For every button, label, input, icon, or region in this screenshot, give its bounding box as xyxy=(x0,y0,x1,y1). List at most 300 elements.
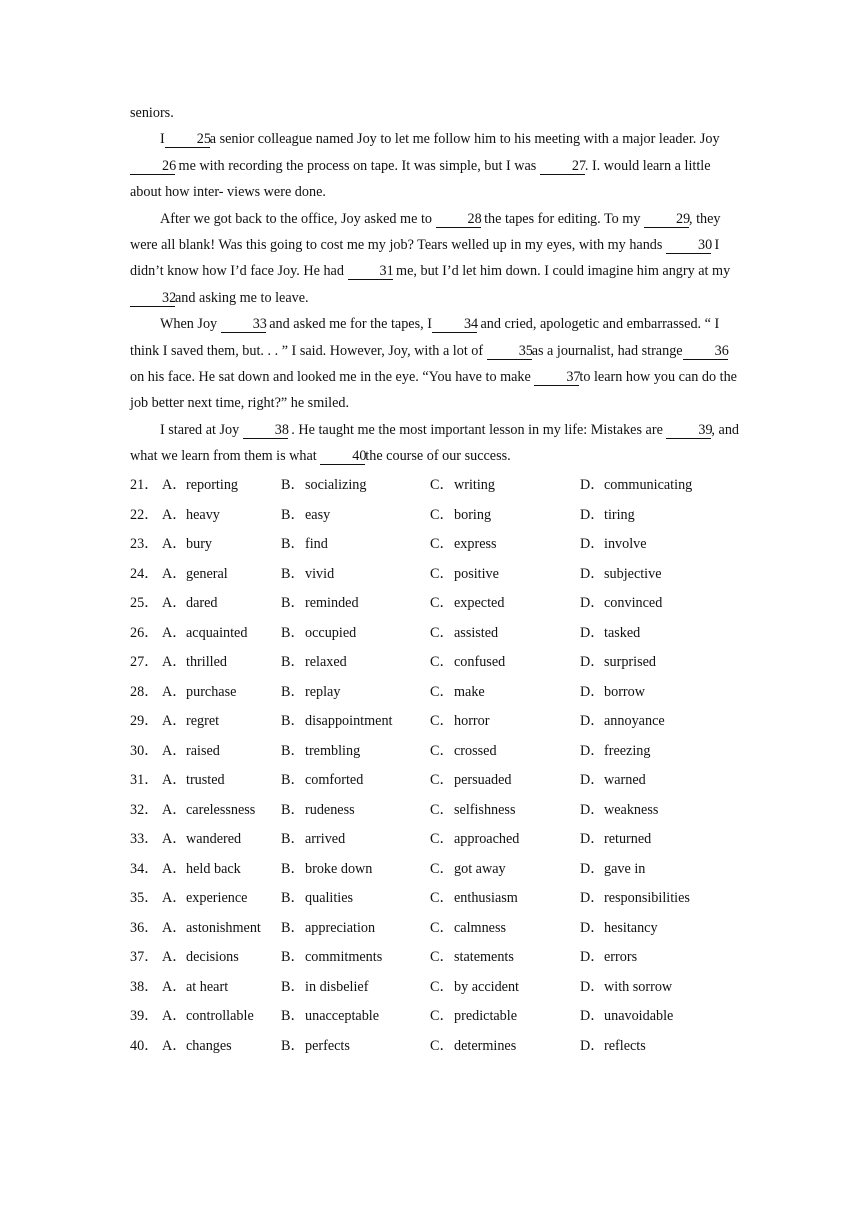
option-c xyxy=(430,560,499,590)
option-text: convinced xyxy=(604,595,663,611)
option-text: freezing xyxy=(604,742,651,759)
question-number: 23． xyxy=(130,536,159,552)
option-letter: D． xyxy=(580,624,605,641)
option-letter: C． xyxy=(430,683,454,700)
option-b xyxy=(281,471,366,501)
question-number: 22． xyxy=(130,506,159,523)
option-letter: A． xyxy=(162,713,187,729)
question-row xyxy=(130,560,750,590)
option-c xyxy=(430,471,495,501)
question-number: 39． xyxy=(130,1008,159,1024)
option-d xyxy=(580,737,650,767)
option-letter: A． xyxy=(162,801,187,818)
question-number: 26． xyxy=(130,624,159,641)
passage-text: . I. would learn a little about how inter- views were done. xyxy=(130,157,711,201)
option-text: returned xyxy=(604,831,652,847)
option-letter: B． xyxy=(281,624,305,641)
passage-text: and asking me to leave. xyxy=(175,289,309,306)
option-letter: A． xyxy=(162,772,187,788)
option-a xyxy=(162,1032,232,1062)
option-d xyxy=(580,1002,673,1032)
blank-30: 30 xyxy=(666,237,711,254)
option-letter: B． xyxy=(281,978,305,995)
option-a xyxy=(162,501,220,531)
option-text: commitments xyxy=(305,949,383,965)
option-text: confused xyxy=(454,654,506,670)
question-row xyxy=(130,1002,750,1032)
option-c xyxy=(430,707,489,737)
blank-40: 40 xyxy=(320,448,365,465)
option-b xyxy=(281,619,356,649)
option-text: dared xyxy=(186,595,218,611)
option-letter: C． xyxy=(430,506,454,523)
option-letter: D． xyxy=(580,890,605,906)
option-letter: A． xyxy=(162,536,187,552)
option-a xyxy=(162,471,238,501)
option-a xyxy=(162,914,261,944)
option-text: responsibilities xyxy=(604,890,690,906)
option-text: tasked xyxy=(604,624,641,641)
option-letter: D． xyxy=(580,831,605,847)
option-text: got away xyxy=(454,860,506,877)
option-c xyxy=(430,766,512,796)
question-number: 40． xyxy=(130,1037,159,1054)
option-text: decisions xyxy=(186,949,239,965)
question-row xyxy=(130,589,750,619)
option-c xyxy=(430,501,491,531)
option-letter: C． xyxy=(430,595,454,611)
option-text: astonishment xyxy=(186,919,261,936)
option-text: warned xyxy=(604,772,646,788)
option-text: easy xyxy=(305,506,331,523)
option-text: trembling xyxy=(305,742,361,759)
option-b xyxy=(281,943,382,973)
option-c xyxy=(430,1032,516,1062)
question-number: 31． xyxy=(130,772,159,788)
option-letter: B． xyxy=(281,565,305,582)
option-text: wandered xyxy=(186,831,242,847)
option-letter: A． xyxy=(162,978,187,995)
option-letter: B． xyxy=(281,536,305,552)
option-c xyxy=(430,648,505,678)
option-text: by accident xyxy=(454,978,519,995)
option-letter: A． xyxy=(162,654,187,670)
option-letter: C． xyxy=(430,978,454,995)
option-letter: A． xyxy=(162,477,187,493)
question-row xyxy=(130,855,750,885)
option-d xyxy=(580,1032,646,1062)
option-letter: B． xyxy=(281,801,305,818)
option-b xyxy=(281,884,353,914)
option-letter: D． xyxy=(580,919,605,936)
option-letter: D． xyxy=(580,654,605,670)
option-text: approached xyxy=(454,831,520,847)
option-text: raised xyxy=(186,742,220,759)
option-letter: C． xyxy=(430,949,454,965)
option-d xyxy=(580,530,647,560)
option-letter: A． xyxy=(162,595,187,611)
option-text: perfects xyxy=(305,1037,350,1054)
option-c xyxy=(430,678,485,708)
question-number: 33． xyxy=(130,831,159,847)
option-text: writing xyxy=(454,477,495,493)
question-row xyxy=(130,825,750,855)
option-letter: D． xyxy=(580,1008,605,1024)
question-number: 29． xyxy=(130,713,159,729)
option-letter: C． xyxy=(430,801,454,818)
option-c xyxy=(430,825,519,855)
cloze-passage xyxy=(130,100,740,470)
option-c xyxy=(430,943,514,973)
question-row xyxy=(130,914,750,944)
question-number: 24． xyxy=(130,565,159,582)
question-number: 30． xyxy=(130,742,159,759)
option-b xyxy=(281,1002,379,1032)
blank-25: 25 xyxy=(165,131,210,148)
question-row xyxy=(130,943,750,973)
option-text: positive xyxy=(454,565,499,582)
passage-text: me with recording the process on tape. It was simple, but I was xyxy=(175,157,540,174)
passage-text: When Joy xyxy=(160,316,221,333)
passage-text: . He taught me the most important lesson in my life: Mistakes are xyxy=(287,421,667,438)
option-a xyxy=(162,766,225,796)
option-text: determines xyxy=(454,1037,517,1054)
option-text: controllable xyxy=(186,1008,254,1024)
passage-text: as a journalist, had strange xyxy=(531,342,683,359)
passage-paragraph-4 xyxy=(130,417,740,470)
option-b xyxy=(281,1032,350,1062)
question-row xyxy=(130,707,750,737)
option-letter: D． xyxy=(580,978,605,995)
option-text: involve xyxy=(604,536,647,552)
option-letter: A． xyxy=(162,919,187,936)
option-a xyxy=(162,560,228,590)
option-b xyxy=(281,796,355,826)
option-letter: A． xyxy=(162,742,187,759)
option-text: weakness xyxy=(604,801,659,818)
option-letter: B． xyxy=(281,831,305,847)
option-letter: C． xyxy=(430,919,454,936)
option-letter: A． xyxy=(162,1037,187,1054)
question-number: 21． xyxy=(130,477,159,493)
option-b xyxy=(281,707,392,737)
question-number: 36． xyxy=(130,919,159,936)
blank-36: 36 xyxy=(683,343,728,360)
option-text: rudeness xyxy=(305,801,355,818)
option-letter: B． xyxy=(281,713,305,729)
option-c xyxy=(430,530,497,560)
option-a xyxy=(162,943,239,973)
option-text: purchase xyxy=(186,683,237,700)
option-b xyxy=(281,766,363,796)
option-letter: A． xyxy=(162,565,187,582)
option-letter: A． xyxy=(162,1008,187,1024)
option-letter: C． xyxy=(430,624,454,641)
option-a xyxy=(162,648,227,678)
question-row xyxy=(130,501,750,531)
option-letter: D． xyxy=(580,949,605,965)
option-text: thrilled xyxy=(186,654,227,670)
option-text: socializing xyxy=(305,477,367,493)
question-number: 32． xyxy=(130,801,159,818)
option-d xyxy=(580,943,637,973)
option-text: disappointment xyxy=(305,713,393,729)
option-b xyxy=(281,825,345,855)
passage-text: to learn how you can do the job better next time, right?” he smiled. xyxy=(130,369,737,412)
option-c xyxy=(430,796,515,826)
option-c xyxy=(430,855,506,885)
option-b xyxy=(281,501,330,531)
option-text: errors xyxy=(604,949,638,965)
option-d xyxy=(580,560,662,590)
passage-text: After we got back to the office, Joy asked me to xyxy=(160,210,436,227)
option-text: selfishness xyxy=(454,801,516,818)
option-text: appreciation xyxy=(305,919,376,936)
option-text: reminded xyxy=(305,595,359,611)
option-text: reflects xyxy=(604,1037,646,1054)
option-a xyxy=(162,619,247,649)
option-letter: B． xyxy=(281,683,305,700)
option-text: unacceptable xyxy=(305,1008,380,1024)
option-text: predictable xyxy=(454,1008,518,1024)
option-text: unavoidable xyxy=(604,1008,674,1024)
option-text: broke down xyxy=(305,860,373,877)
option-letter: D． xyxy=(580,536,605,552)
option-letter: D． xyxy=(580,595,605,611)
option-letter: C． xyxy=(430,565,454,582)
option-text: qualities xyxy=(305,890,354,906)
option-b xyxy=(281,914,375,944)
option-c xyxy=(430,1002,517,1032)
blank-26: 26 xyxy=(130,158,175,175)
passage-text: a senior colleague named Joy to let me follow him to his meeting with a major leader. Joy xyxy=(209,131,720,148)
option-text: make xyxy=(454,683,485,700)
option-letter: D． xyxy=(580,772,605,788)
option-text: tiring xyxy=(604,506,635,523)
option-text: statements xyxy=(454,949,514,965)
option-text: hesitancy xyxy=(604,919,658,936)
option-text: carelessness xyxy=(186,801,256,818)
option-text: subjective xyxy=(604,565,662,582)
option-letter: A． xyxy=(162,624,187,641)
option-text: borrow xyxy=(604,683,645,700)
option-b xyxy=(281,589,359,619)
option-b xyxy=(281,560,334,590)
option-b xyxy=(281,648,347,678)
passage-text: I stared at Joy xyxy=(160,421,243,438)
question-number: 25． xyxy=(130,595,159,611)
option-text: persuaded xyxy=(454,772,512,788)
option-text: communicating xyxy=(604,477,693,493)
option-letter: B． xyxy=(281,949,305,965)
option-d xyxy=(580,619,640,649)
option-letter: C． xyxy=(430,654,454,670)
option-c xyxy=(430,884,518,914)
option-text: experience xyxy=(186,890,248,906)
option-d xyxy=(580,766,646,796)
option-text: changes xyxy=(186,1037,232,1054)
blank-32: 32 xyxy=(130,290,175,307)
question-row xyxy=(130,619,750,649)
blank-31: 31 xyxy=(348,263,393,280)
option-a xyxy=(162,678,236,708)
option-c xyxy=(430,973,519,1003)
option-text: calmness xyxy=(454,919,507,936)
option-letter: B． xyxy=(281,860,305,877)
option-c xyxy=(430,914,506,944)
option-letter: D． xyxy=(580,1037,605,1054)
option-text: boring xyxy=(454,506,492,523)
option-c xyxy=(430,737,497,767)
option-text: acquainted xyxy=(186,624,248,641)
option-letter: A． xyxy=(162,683,187,700)
option-a xyxy=(162,530,212,560)
option-letter: A． xyxy=(162,949,187,965)
option-text: trusted xyxy=(186,772,225,788)
passage-text: and cried, apologetic and embarrassed. “ I think I saved them, but. . . ” I said. However, Joy, with a lot of xyxy=(130,316,720,359)
option-b xyxy=(281,855,372,885)
option-text: arrived xyxy=(305,831,346,847)
option-text: with sorrow xyxy=(604,978,673,995)
option-a xyxy=(162,796,255,826)
option-letter: A． xyxy=(162,831,187,847)
option-a xyxy=(162,884,247,914)
passage-text: me, but I’d let him down. I could imagine him angry at my xyxy=(392,263,731,280)
passage-text: , they were all blank! Was this going to cost me my job? Tears welled up in my eyes, with my hands xyxy=(130,210,721,254)
option-letter: C． xyxy=(430,742,454,759)
question-list xyxy=(130,471,750,1061)
option-letter: B． xyxy=(281,1008,305,1024)
passage-text: seniors. xyxy=(130,105,174,121)
option-letter: D． xyxy=(580,683,605,700)
option-letter: A． xyxy=(162,860,187,877)
option-letter: C． xyxy=(430,1008,454,1024)
option-letter: D． xyxy=(580,565,605,582)
option-text: bury xyxy=(186,536,213,552)
option-d xyxy=(580,589,662,619)
option-b xyxy=(281,737,360,767)
option-d xyxy=(580,678,645,708)
option-letter: B． xyxy=(281,742,305,759)
option-a xyxy=(162,855,241,885)
option-text: gave in xyxy=(604,860,646,877)
passage-text: on his face. He sat down and looked me in the eye. “You have to make xyxy=(130,369,535,386)
option-text: general xyxy=(186,565,228,582)
option-letter: C． xyxy=(430,536,454,552)
option-letter: B． xyxy=(281,772,305,788)
option-letter: C． xyxy=(430,860,454,877)
option-b xyxy=(281,678,340,708)
option-letter: B． xyxy=(281,595,305,611)
option-d xyxy=(580,825,651,855)
question-number: 28． xyxy=(130,683,159,700)
option-text: vivid xyxy=(305,565,335,582)
passage-line-seniors xyxy=(130,100,740,126)
option-d xyxy=(580,707,665,737)
blank-27: 27 xyxy=(540,158,585,175)
question-row xyxy=(130,648,750,678)
option-d xyxy=(580,501,635,531)
option-text: in disbelief xyxy=(305,978,369,995)
option-text: horror xyxy=(454,713,490,729)
option-letter: D． xyxy=(580,506,605,523)
question-row xyxy=(130,737,750,767)
option-d xyxy=(580,884,690,914)
question-row xyxy=(130,884,750,914)
option-text: expected xyxy=(454,595,505,611)
option-letter: D． xyxy=(580,860,605,877)
option-letter: A． xyxy=(162,506,187,523)
option-a xyxy=(162,707,219,737)
question-number: 35． xyxy=(130,890,159,906)
blank-29: 29 xyxy=(644,211,689,228)
question-row xyxy=(130,766,750,796)
option-letter: D． xyxy=(580,713,605,729)
option-text: heavy xyxy=(186,506,220,523)
option-letter: C． xyxy=(430,772,454,788)
option-letter: B． xyxy=(281,506,305,523)
option-a xyxy=(162,589,218,619)
option-b xyxy=(281,973,368,1003)
option-letter: A． xyxy=(162,890,187,906)
option-text: regret xyxy=(186,713,220,729)
passage-text: the course of our success. xyxy=(365,448,511,465)
option-a xyxy=(162,737,220,767)
passage-text: the tapes for editing. To my xyxy=(480,210,644,227)
option-text: surprised xyxy=(604,654,657,670)
option-text: find xyxy=(305,536,328,552)
option-a xyxy=(162,825,241,855)
option-letter: C． xyxy=(430,713,454,729)
option-text: crossed xyxy=(454,742,497,759)
option-text: reporting xyxy=(186,477,239,493)
option-letter: B． xyxy=(281,919,305,936)
option-letter: C． xyxy=(430,477,454,493)
option-letter: B． xyxy=(281,654,305,670)
option-text: held back xyxy=(186,860,241,877)
question-number: 27． xyxy=(130,654,159,670)
option-letter: C． xyxy=(430,1037,454,1054)
blank-37: 37 xyxy=(534,369,579,386)
option-letter: B． xyxy=(281,1037,305,1054)
option-a xyxy=(162,1002,254,1032)
question-row xyxy=(130,973,750,1003)
question-number: 38． xyxy=(130,978,159,995)
question-row xyxy=(130,1032,750,1062)
option-text: assisted xyxy=(454,624,499,641)
option-letter: B． xyxy=(281,477,305,493)
option-text: annoyance xyxy=(604,713,665,729)
option-text: relaxed xyxy=(305,654,347,670)
blank-34: 34 xyxy=(432,316,477,333)
blank-39: 39 xyxy=(666,422,711,439)
option-text: enthusiasm xyxy=(454,890,518,906)
question-number: 37． xyxy=(130,949,159,965)
option-text: express xyxy=(454,536,497,552)
option-text: comforted xyxy=(305,772,364,788)
option-d xyxy=(580,855,645,885)
option-letter: D． xyxy=(580,742,605,759)
passage-text: and asked me for the tapes, I xyxy=(265,316,432,333)
option-d xyxy=(580,796,658,826)
option-text: at heart xyxy=(186,978,229,995)
option-letter: D． xyxy=(580,801,605,818)
option-text: occupied xyxy=(305,624,357,641)
question-number: 34． xyxy=(130,860,159,877)
blank-33: 33 xyxy=(221,316,266,333)
question-row xyxy=(130,471,750,501)
option-c xyxy=(430,589,504,619)
